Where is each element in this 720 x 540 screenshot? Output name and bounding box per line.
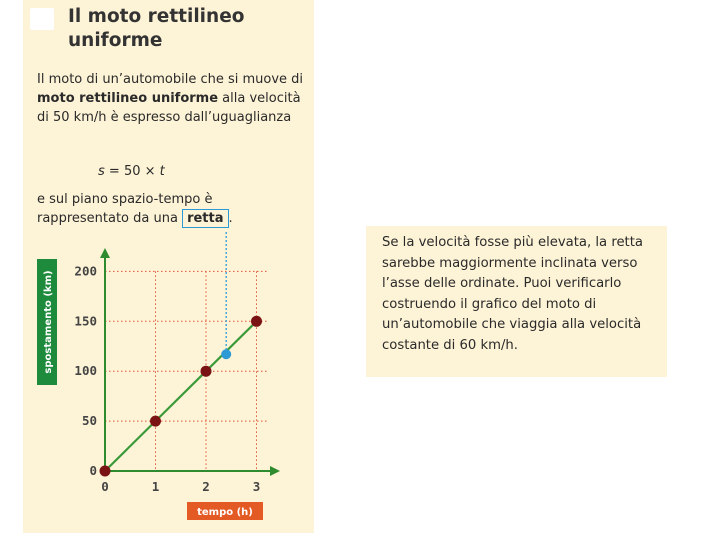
formula-t: t bbox=[159, 164, 165, 179]
y-tick-label: 100 bbox=[74, 363, 97, 379]
y-axis-label bbox=[37, 259, 57, 385]
x-axis-title: tempo (h) bbox=[197, 507, 253, 518]
chart-grid bbox=[105, 271, 269, 471]
x-axis-label bbox=[187, 502, 263, 520]
x-tick-label: 1 bbox=[151, 479, 160, 494]
data-point-1 bbox=[150, 416, 161, 427]
y-tick-label: 150 bbox=[74, 313, 97, 329]
x-tick-label: 3 bbox=[252, 479, 261, 494]
highlight-point bbox=[221, 349, 231, 359]
retta-highlight: retta bbox=[182, 209, 228, 228]
series-line bbox=[105, 321, 257, 471]
data-point-0 bbox=[100, 466, 111, 477]
intro-bold-term: moto rettilineo uniforme bbox=[37, 91, 219, 106]
chart-axes bbox=[100, 248, 280, 476]
y-tick-label: 0 bbox=[89, 463, 97, 478]
page-title: Il moto rettilineo uniforme bbox=[68, 6, 245, 51]
x-tick-label: 0 bbox=[101, 479, 109, 494]
formula-rest: = 50 × bbox=[104, 164, 160, 179]
y-axis-title: spostamento (km) bbox=[43, 270, 54, 374]
data-point-2 bbox=[201, 366, 212, 377]
y-tick-label: 200 bbox=[74, 263, 97, 279]
line-text: e sul piano spazio-tempo è rappresentato da una bbox=[37, 192, 213, 226]
side-note: Se la velocità fosse più elevata, la retta sarebbe maggiormente inclinata verso l’asse delle ordinate. Puoi verificarlo costruendo il grafico del moto di un’automobile che viaggia alla velocità costante di 60 km/h. bbox=[382, 235, 643, 353]
x-tick-label: 2 bbox=[202, 479, 210, 494]
formula-s: s bbox=[98, 164, 105, 179]
x-axis-arrow bbox=[270, 466, 280, 476]
line-end: . bbox=[228, 211, 233, 226]
intro-text-1: Il moto di un’automobile che si muove di bbox=[37, 72, 304, 87]
intro-text-2: alla velocità di 50 km/h è espresso dall’uguaglianza bbox=[37, 91, 301, 125]
tick-labels bbox=[74, 263, 260, 494]
y-tick-label: 50 bbox=[81, 413, 97, 429]
y-axis-arrow bbox=[100, 248, 110, 258]
data-point-3 bbox=[251, 316, 262, 327]
